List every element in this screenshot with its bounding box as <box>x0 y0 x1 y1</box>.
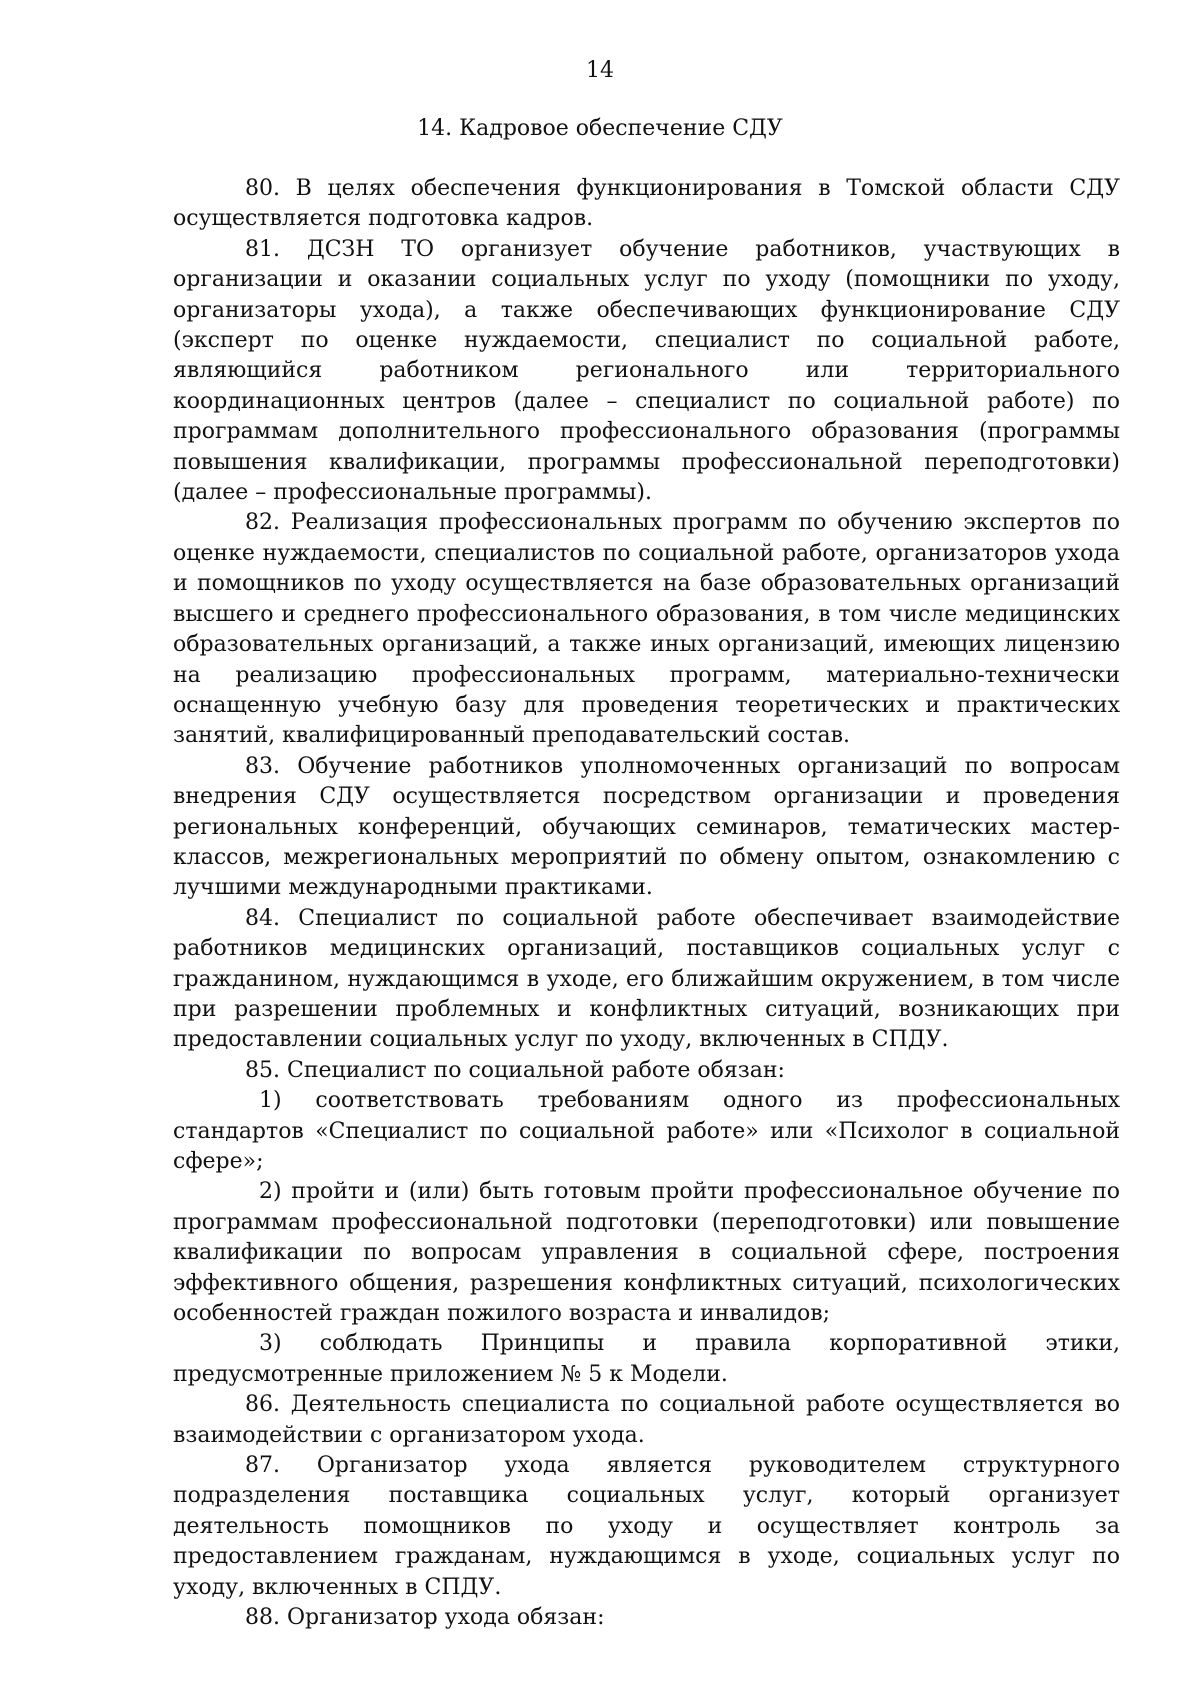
paragraph-88: 88. Организатор ухода обязан: <box>245 1605 605 1631</box>
paragraph-83: 83. Обучение работников уполномоченных организаций по вопросам внедрения СДУ осуществляется посредством организации и проведения региональных конференций, обучающих семинаров, тематических мастер-классов, межрегиональных мероприятий по обмену опытом, ознакомлению с лучшими международными практиками. <box>173 753 1120 901</box>
list-item-85-1: 1) соответствовать требованиям одного из профессиональных стандартов «Специалист по социальной работе» или «Психолог в социальной сфере»; <box>173 1088 1120 1174</box>
page-number: 14 <box>586 58 614 83</box>
paragraph-86: 86. Деятельность специалиста по социальной работе осуществляется во взаимодействии с организатором ухода. <box>173 1392 1120 1448</box>
paragraph-82: 82. Реализация профессиональных программ по обучению экспертов по оценке нуждаемости, специалистов по социальной работе, организаторов ухода и помощников по уходу осуществляется на базе образовательных организаций высшего и среднего профессионального образования, в том числе медицинских образовательных организаций, а также иных организаций, имеющих лицензию на реализацию профессиональных программ, материально-технически оснащенную учебную базу для проведения теоретических и практических занятий, квалифицированный преподавательский состав. <box>173 510 1120 749</box>
paragraph-80: 80. В целях обеспечения функционирования в Томской области СДУ осуществляется подготовка кадров. <box>173 176 1120 232</box>
paragraph-84: 84. Специалист по социальной работе обеспечивает взаимодействие работников медицинских организаций, поставщиков социальных услуг с гражданином, нуждающимся в уходе, его ближайшим окружением, в том числе при разрешении проблемных и конфликтных ситуаций, возникающих при предоставлении социальных услуг по уходу, включенных в СПДУ. <box>173 905 1120 1053</box>
paragraph-85: 85. Специалист по социальной работе обязан: <box>245 1057 785 1083</box>
paragraph-87: 87. Организатор ухода является руководителем структурного подразделения поставщика социальных услуг, который организует деятельность помощников по уходу и осуществляет контроль за предоставлением гражданам, нуждающимся в уходе, социальных услуг по уходу, включенных в СПДУ. <box>173 1453 1120 1600</box>
document-body <box>173 174 1120 1634</box>
paragraph-81: 81. ДСЗН ТО организует обучение работников, участвующих в организации и оказании социальных услуг по уходу (помощники по уходу, организаторы ухода), а также обеспечивающих функционирование СДУ (эксперт по оценке нуждаемости, специалист по социальной работе, являющийся работником регионального или территориального координационных центров (далее – специалист по социальной работе) по программам дополнительного профессионального образования (программы повышения квалификации, программы профессиональной переподготовки) (далее – профессиональные программы). <box>173 236 1120 506</box>
section-title: 14. Кадровое обеспечение СДУ <box>417 116 783 141</box>
list-item-85-3: 3) соблюдать Принципы и правила корпоративной этики, предусмотренные приложением № 5 к Модели. <box>173 1331 1120 1387</box>
list-item-85-2: 2) пройти и (или) быть готовым пройти профессиональное обучение по программам профессиональной подготовки (переподготовки) или повышение квалификации по вопросам управления в социальной сфере, построения эффективного общения, разрешения конфликтных ситуаций, психологических особенностей граждан пожилого возраста и инвалидов; <box>173 1179 1120 1327</box>
